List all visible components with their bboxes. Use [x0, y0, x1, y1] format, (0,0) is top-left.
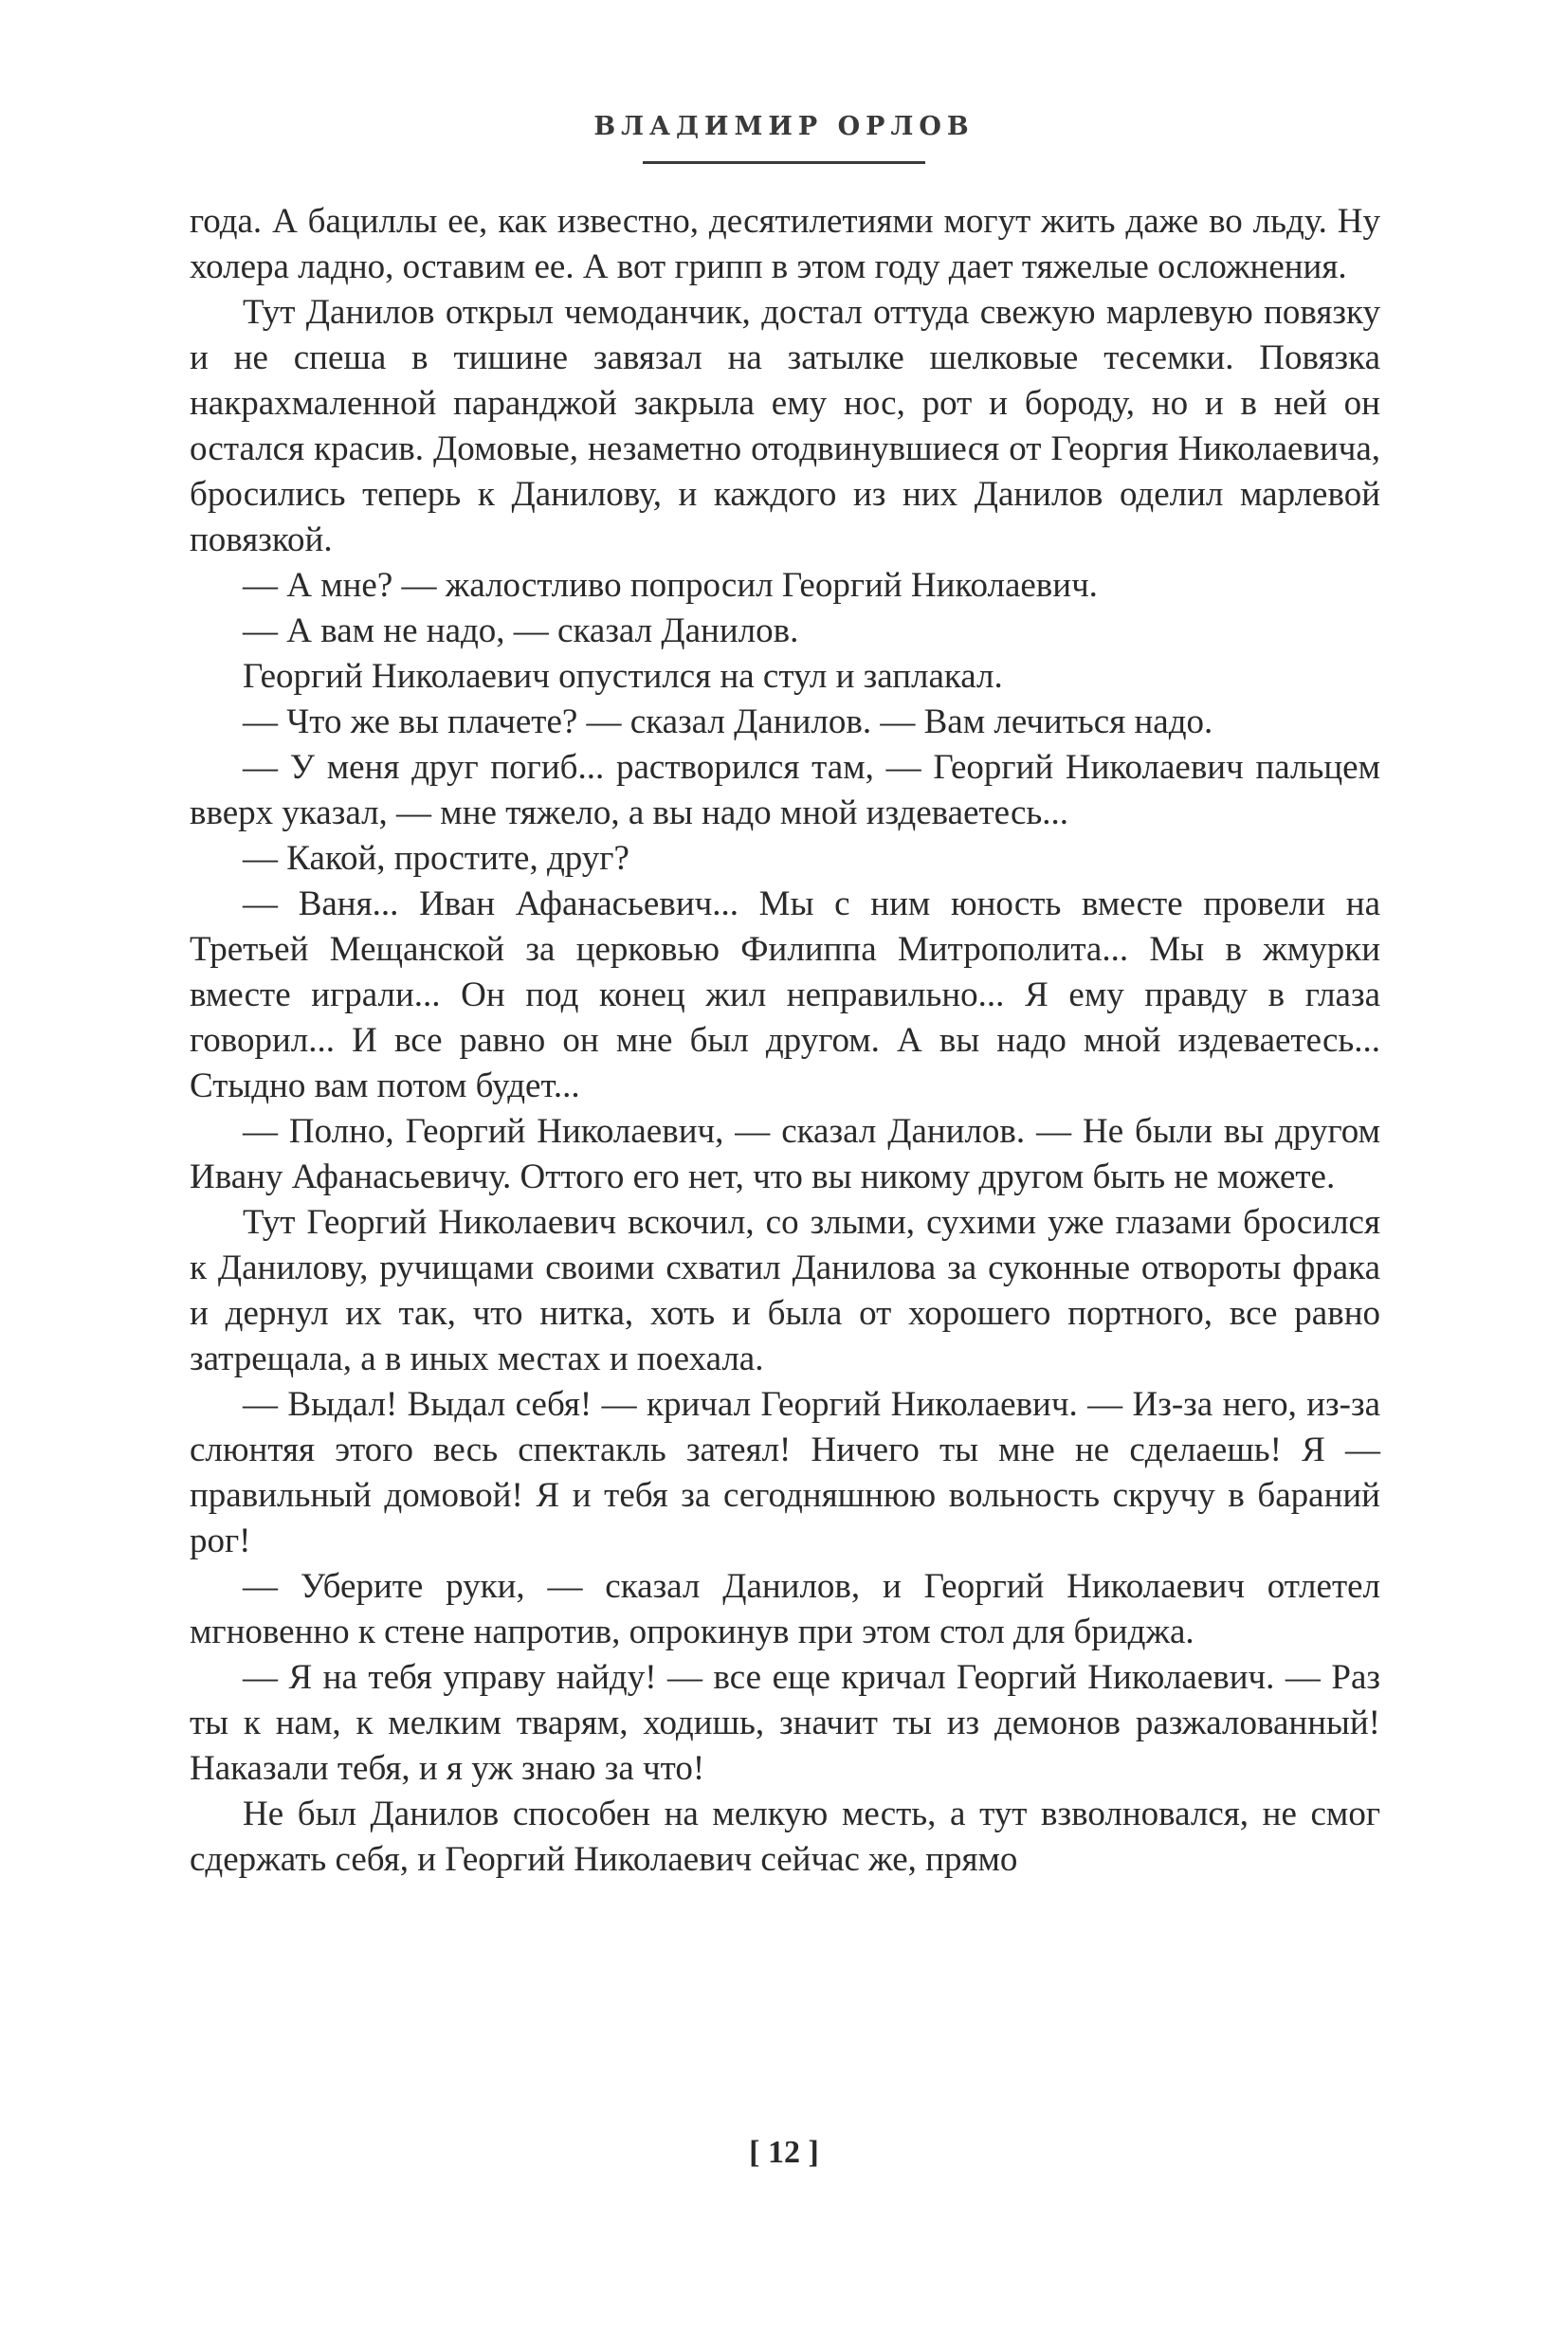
dialogue-line: — У меня друг погиб... растворился там, — Георгий Николаевич пальцем вверх указал, — мне тяжело, а вы надо мной издеваетесь...: [190, 748, 1380, 832]
running-title: ВЛАДИМИР ОРЛОВ: [593, 112, 975, 141]
paragraph: Тут Георгий Николаевич вскочил, со злыми, сухими уже глазами бросился к Данилову, ручищами своими схватил Данилова за суконные отвороты фрака и дернул их так, что нитка, хоть и была от хорошего портного, все равно затрещала, а в иных местах и поехала.: [190, 1203, 1380, 1378]
dialogue-line: — А мне? — жалостливо попросил Георгий Николаевич.: [243, 566, 1098, 605]
dialogue-line: — Полно, Георгий Николаевич, — сказал Данилов. — Не были вы другом Ивану Афанасьевичу. Оттого его нет, что вы никому другом быть не можете.: [190, 1112, 1380, 1196]
paragraph: Георгий Николаевич опустился на стул и заплакал.: [243, 657, 1003, 696]
paragraph: Не был Данилов способен на мелкую месть, а тут взволновался, не смог сдержать себя, и Георгий Николаевич сейчас же, прямо: [190, 1795, 1380, 1879]
body-text: [190, 199, 1380, 1883]
dialogue-line: — Ваня... Иван Афанасьевич... Мы с ним юность вместе провели на Третьей Мещанской за церковью Филиппа Митрополита... Мы в жмурки вместе играли... Он под конец жил неправильно... Я ему правду в глаза говорил... И все равно он мне был другом. А вы надо мной издеваетесь... Стыдно вам потом будет...: [190, 884, 1380, 1105]
dialogue-line: — Уберите руки, — сказал Данилов, и Георгий Николаевич отлетел мгновенно к стене напротив, опрокинув при этом стол для бриджа.: [190, 1567, 1380, 1651]
dialogue-line: — Какой, простите, друг?: [243, 839, 629, 878]
paragraph: года. А бациллы ее, как известно, десятилетиями могут жить даже во льду. Ну холера ладно, оставим ее. А вот грипп в этом году дает тяжелые осложнения.: [190, 202, 1380, 286]
paragraph: Тут Данилов открыл чемоданчик, достал оттуда свежую марлевую повязку и не спеша в тишине завязал на затылке шелковые тесемки. Повязка накрахмаленной паранджой закрыла ему нос, рот и бороду, но и в ней он остался красив. Домовые, незаметно отодвинувшиеся от Георгия Николаевича, бросились теперь к Данилову, и каждого из них Данилов оделил марлевой повязкой.: [190, 293, 1380, 559]
dialogue-line: — А вам не надо, — сказал Данилов.: [243, 611, 799, 650]
dialogue-line: — Что же вы плачете? — сказал Данилов. — Вам лечиться надо.: [243, 702, 1213, 741]
page-number: [ 12 ]: [749, 2135, 819, 2170]
dialogue-line: — Я на тебя управу найду! — все еще кричал Георгий Николаевич. — Раз ты к нам, к мелким тварям, ходишь, значит ты из демонов разжалованный! Наказали тебя, и я уж знаю за что!: [190, 1658, 1380, 1788]
header-rule: [643, 161, 925, 164]
dialogue-line: — Выдал! Выдал себя! — кричал Георгий Николаевич. — Из-за него, из-за слюнтяя этого весь спектакль затеял! Ничего ты мне не сделаешь! Я — правильный домовой! Я и тебя за сегодняшнюю вольность скручу в бараний рог!: [190, 1385, 1380, 1560]
